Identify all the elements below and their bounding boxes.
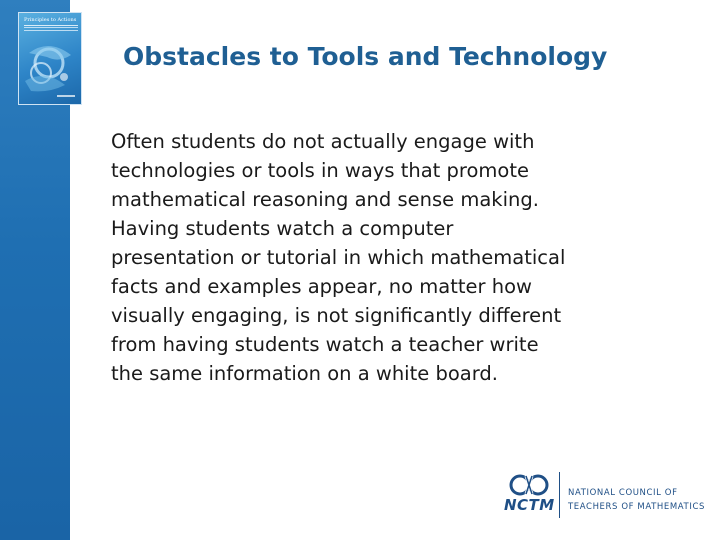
slide-body (111, 127, 691, 388)
org-line-1: NATIONAL COUNCIL OF (568, 488, 678, 498)
body-line: Having students watch a computer (111, 217, 454, 240)
nctm-organization-name (568, 486, 708, 514)
book-cover-artwork (19, 33, 82, 103)
body-line: technologies or tools in ways that promote (111, 159, 529, 182)
book-cover-rule (24, 25, 78, 26)
logo-divider (559, 472, 560, 518)
body-line: facts and examples appear, no matter how (111, 275, 532, 298)
body-line: visually engaging, is not significantly different (111, 304, 562, 327)
book-cover-title: Principles to Actions (24, 17, 77, 23)
slide-title: Obstacles to Tools and Technology (123, 42, 608, 71)
nctm-emblem-icon (506, 472, 554, 496)
body-line: the same information on a white board. (111, 362, 498, 385)
nctm-abbreviation: NCTM (504, 496, 555, 514)
body-line: Often students do not actually engage with (111, 130, 535, 153)
book-cover-thumbnail (18, 12, 82, 105)
org-line-2: TEACHERS OF MATHEMATICS (568, 502, 705, 512)
body-line: presentation or tutorial in which mathematical (111, 246, 566, 269)
body-line: from having students watch a teacher write (111, 333, 539, 356)
body-line: mathematical reasoning and sense making. (111, 188, 539, 211)
nctm-logo (502, 472, 712, 522)
